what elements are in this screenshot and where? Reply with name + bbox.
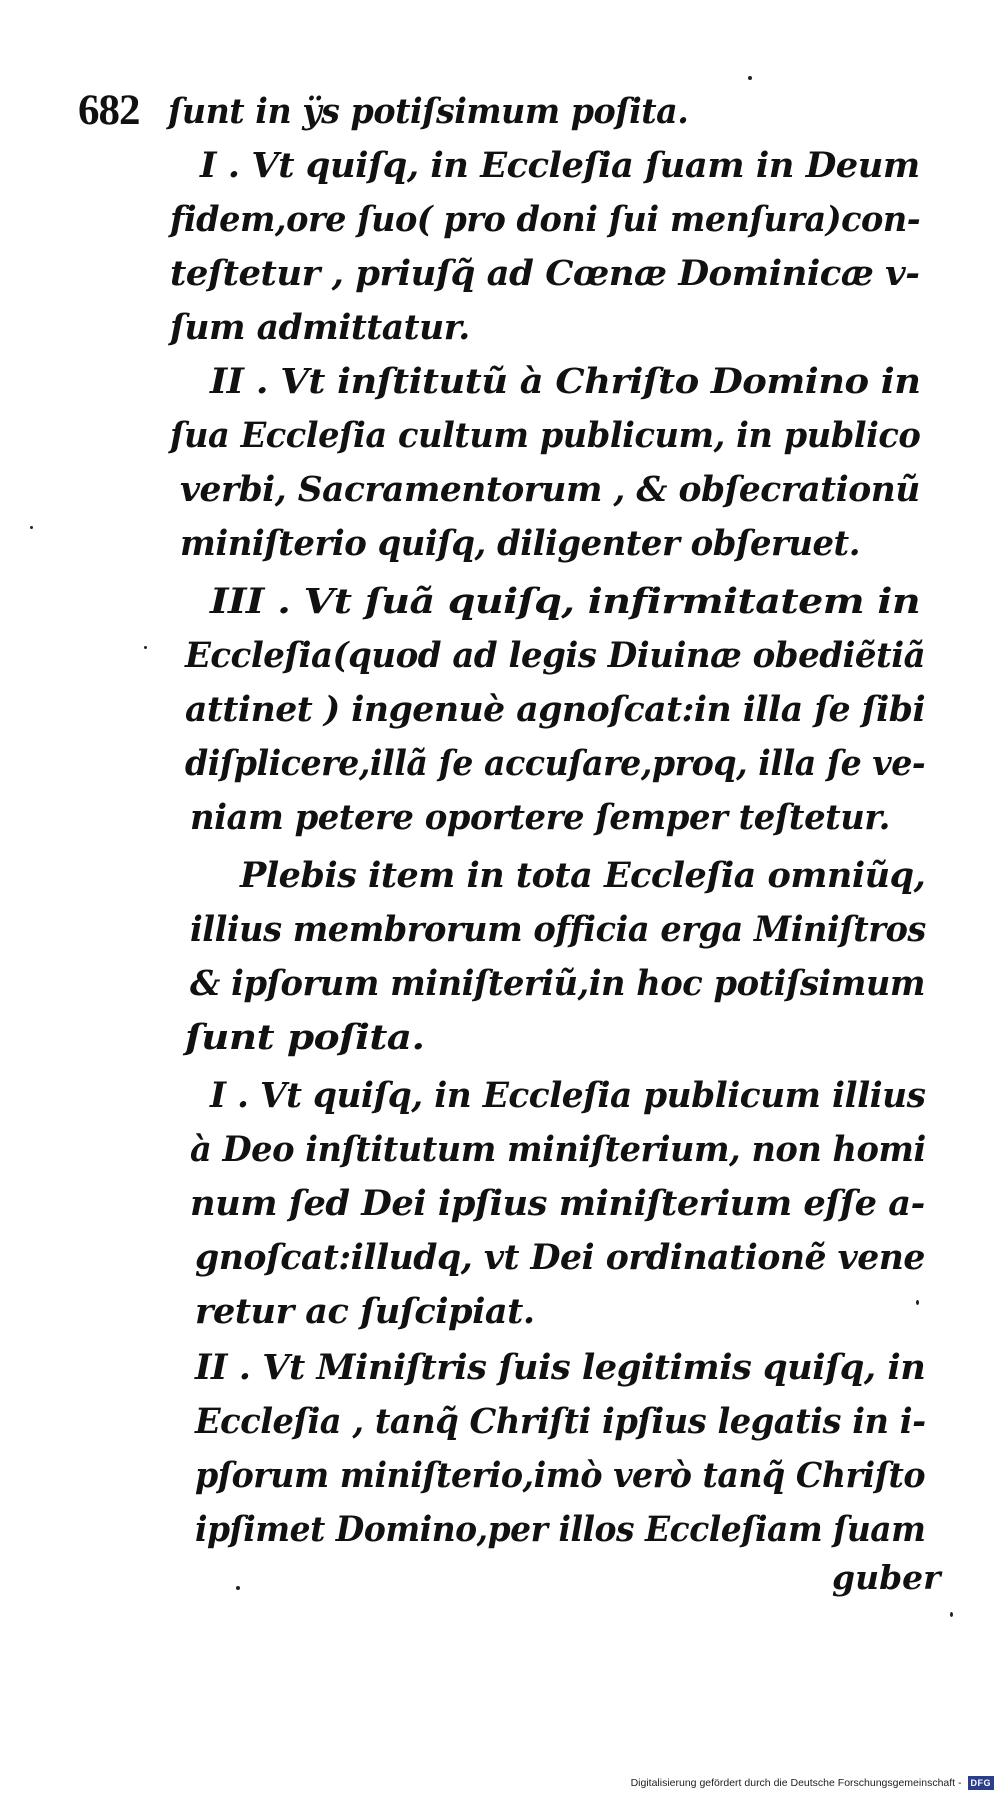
text-line: verbi, Sacramentorum , & obſecrationũ — [180, 469, 920, 510]
page-number: 682 — [78, 87, 140, 134]
ink-speck — [144, 646, 147, 649]
text-line: diſplicere,illã ſe accuſare,proq, illa ſe ve- — [185, 743, 926, 784]
text-line: I . Vt quiſq, in Eccleſia publicum illius — [210, 1075, 926, 1116]
ink-speck — [236, 1586, 240, 1590]
text-line: II . Vt Miniſtris ſuis legitimis quiſq, in — [195, 1347, 926, 1388]
digitization-credit — [631, 1776, 994, 1790]
catchword: guber — [832, 1558, 941, 1597]
ink-speck — [950, 1612, 953, 1617]
text-line: & ipſorum miniſteriũ,in hoc potiſsimum — [190, 963, 926, 1004]
text-line: gnoſcat:illudq, vt Dei ordinationẽ vene — [195, 1237, 925, 1278]
text-line: ſunt poſita. — [185, 1017, 425, 1058]
text-line: à Deo inſtitutum miniſterium, non homi — [190, 1129, 926, 1170]
text-line: II . Vt inſtitutũ à Chriſto Domino in — [210, 361, 921, 402]
text-line: I . Vt quiſq, in Eccleſia ſuam in Deum — [200, 145, 920, 186]
text-line: ſum admittatur. — [170, 307, 470, 348]
text-line: ipſimet Domino,per illos Eccleſiam ſuam — [195, 1509, 926, 1550]
text-line: retur ac ſuſcipiat. — [195, 1291, 535, 1332]
ink-speck — [748, 76, 752, 80]
text-line: num ſed Dei ipſius miniſterium eſſe a- — [190, 1183, 925, 1224]
text-line: Plebis item in tota Eccleſia omniũq, — [240, 855, 926, 896]
text-line: illius membrorum officia erga Miniſtros — [190, 909, 926, 950]
text-line: fidem,ore ſuo( pro doni ſui menſura)con- — [170, 199, 921, 240]
credit-text: Digitalisierung gefördert durch die Deutsche Forschungsgemeinschaft - — [630, 1777, 962, 1789]
ink-speck — [916, 1300, 919, 1305]
text-line: ſua Eccleſia cultum publicum, in publico — [170, 415, 921, 456]
dfg-logo: DFG — [968, 1776, 995, 1790]
text-line: attinet ) ingenuè agnoſcat:in illa ſe ſibi — [185, 689, 926, 730]
text-line: teſtetur , priuſq̃ ad Cœnæ Dominicæ v- — [170, 253, 920, 294]
text-line: III . Vt ſuã quiſq, infirmitatem in — [210, 581, 921, 622]
text-line: niam petere oportere ſemper teſtetur. — [190, 797, 890, 838]
text-line: ſunt in ÿs potiſsimum poſita. — [168, 91, 689, 132]
text-line: Eccleſia , tanq̃ Chriſti ipſius legatis in i- — [195, 1401, 926, 1442]
ink-speck — [30, 526, 33, 529]
text-line: pſorum miniſterio,imò verò tanq̃ Chriſto — [195, 1455, 926, 1496]
text-line: miniſterio quiſq, diligenter obſeruet. — [180, 523, 860, 564]
text-line: Eccleſia(quod ad legis Diuinæ obediẽtiã — [185, 635, 926, 676]
